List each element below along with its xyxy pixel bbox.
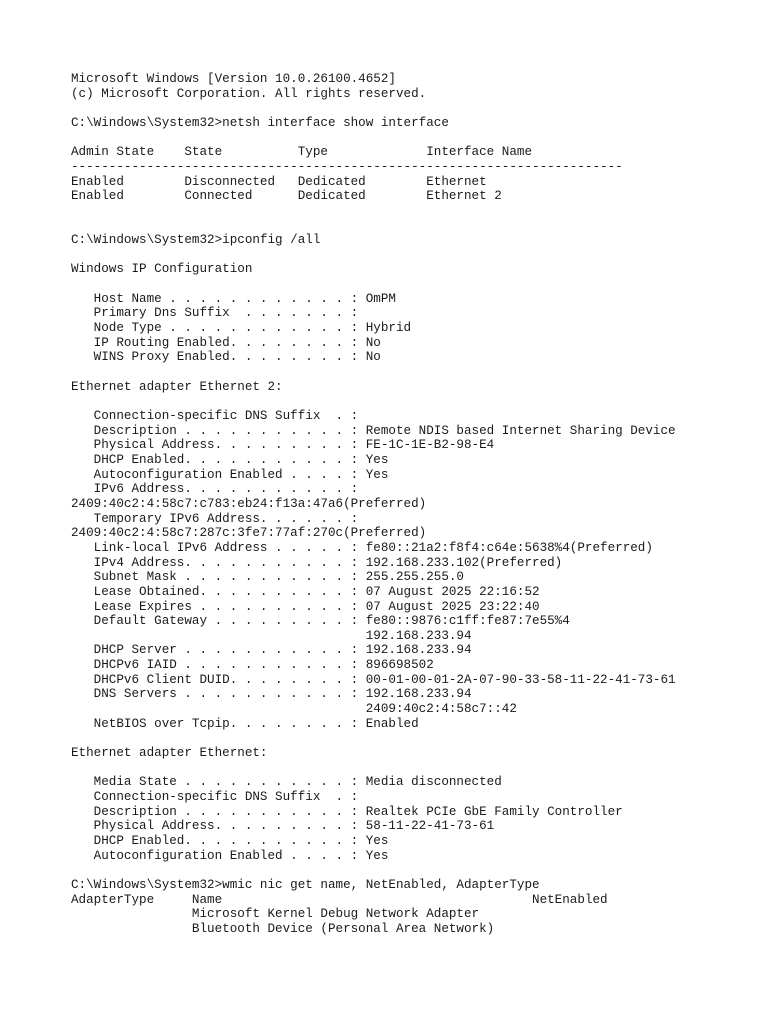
console-line: C:\Windows\System32>ipconfig /all: [71, 233, 321, 248]
console-line: Description . . . . . . . . . . . : Realtek PCIe GbE Family Controller: [71, 804, 623, 819]
console-blank-line: [71, 394, 761, 409]
console-line: Physical Address. . . . . . . . . : 58-11-22-41-73-61: [71, 819, 495, 834]
console-line: C:\Windows\System32>netsh interface show interface: [71, 115, 449, 130]
console-blank-line: [71, 761, 761, 776]
console-blank-line: [71, 248, 761, 263]
console-blank-line: [71, 863, 761, 878]
console-line: 2409:40c2:4:58c7:287c:3fe7:77af:270c(Preferred): [71, 526, 427, 541]
console-line: 2409:40c2:4:58c7:c783:eb24:f13a:47a6(Preferred): [71, 496, 427, 511]
console-blank-line: [71, 204, 761, 219]
console-line: Link-local IPv6 Address . . . . . : fe80::21a2:f8f4:c64e:5638%4(Preferred): [71, 540, 653, 555]
console-line: Enabled Disconnected Dedicated Ethernet: [71, 174, 487, 189]
console-line: Lease Obtained. . . . . . . . . . : 07 August 2025 22:16:52: [71, 584, 540, 599]
console-line: Lease Expires . . . . . . . . . . : 07 August 2025 23:22:40: [71, 599, 540, 614]
console-line: Media State . . . . . . . . . . . : Media disconnected: [71, 775, 502, 790]
console-blank-line: [71, 365, 761, 380]
console-output[interactable]: [71, 72, 761, 937]
console-line: Node Type . . . . . . . . . . . . : Hybrid: [71, 321, 412, 336]
console-blank-line: [71, 101, 761, 116]
console-blank-line: [71, 277, 761, 292]
console-line: 192.168.233.94: [71, 628, 472, 643]
console-line: IPv6 Address. . . . . . . . . . . :: [71, 482, 359, 497]
console-line: Ethernet adapter Ethernet 2:: [71, 379, 283, 394]
console-line: Autoconfiguration Enabled . . . . : Yes: [71, 848, 389, 863]
console-line: Microsoft Windows [Version 10.0.26100.4652]: [71, 72, 396, 86]
console-line: IPv4 Address. . . . . . . . . . . : 192.168.233.102(Preferred): [71, 555, 563, 570]
console-line: -------------------------------------------------------------------------: [71, 159, 623, 174]
console-blank-line: [71, 731, 761, 746]
console-line: (c) Microsoft Corporation. All rights reserved.: [71, 86, 427, 101]
console-line: Default Gateway . . . . . . . . . : fe80::9876:c1ff:fe87:7e55%4: [71, 614, 570, 629]
console-line: Admin State State Type Interface Name: [71, 145, 533, 160]
console-blank-line: [71, 131, 761, 146]
console-line: Description . . . . . . . . . . . : Remote NDIS based Internet Sharing Device: [71, 423, 676, 438]
console-line: IP Routing Enabled. . . . . . . . : No: [71, 335, 381, 350]
console-line: DHCPv6 IAID . . . . . . . . . . . : 896698502: [71, 658, 434, 673]
console-line: Primary Dns Suffix . . . . . . . :: [71, 306, 359, 321]
console-line: DHCP Server . . . . . . . . . . . : 192.168.233.94: [71, 643, 472, 658]
console-line: Subnet Mask . . . . . . . . . . . : 255.255.255.0: [71, 570, 464, 585]
console-line: Enabled Connected Dedicated Ethernet 2: [71, 189, 502, 204]
console-line: AdapterType Name NetEnabled: [71, 892, 608, 907]
console-line: Ethernet adapter Ethernet:: [71, 746, 268, 761]
console-line: C:\Windows\System32>wmic nic get name, NetEnabled, AdapterType: [71, 877, 540, 892]
console-line: DHCP Enabled. . . . . . . . . . . : Yes: [71, 452, 389, 467]
console-line: WINS Proxy Enabled. . . . . . . . : No: [71, 350, 381, 365]
console-blank-line: [71, 219, 761, 234]
console-line: DHCP Enabled. . . . . . . . . . . : Yes: [71, 833, 389, 848]
console-line: NetBIOS over Tcpip. . . . . . . . : Enabled: [71, 716, 419, 731]
console-line: Host Name . . . . . . . . . . . . : OmPM: [71, 291, 396, 306]
console-line: Connection-specific DNS Suffix . :: [71, 790, 359, 804]
console-line: Windows IP Configuration: [71, 262, 253, 277]
console-line: Bluetooth Device (Personal Area Network): [71, 921, 495, 936]
console-line: DHCPv6 Client DUID. . . . . . . . : 00-01-00-01-2A-07-90-33-58-11-22-41-73-61: [71, 672, 676, 687]
console-line: Temporary IPv6 Address. . . . . . :: [71, 511, 359, 526]
console-line: Connection-specific DNS Suffix . :: [71, 408, 359, 423]
console-line: Physical Address. . . . . . . . . : FE-1C-1E-B2-98-E4: [71, 438, 495, 453]
console-line: 2409:40c2:4:58c7::42: [71, 702, 517, 717]
console-line: Autoconfiguration Enabled . . . . : Yes: [71, 467, 389, 482]
console-line: Microsoft Kernel Debug Network Adapter: [71, 907, 480, 922]
console-line: DNS Servers . . . . . . . . . . . : 192.168.233.94: [71, 687, 472, 702]
